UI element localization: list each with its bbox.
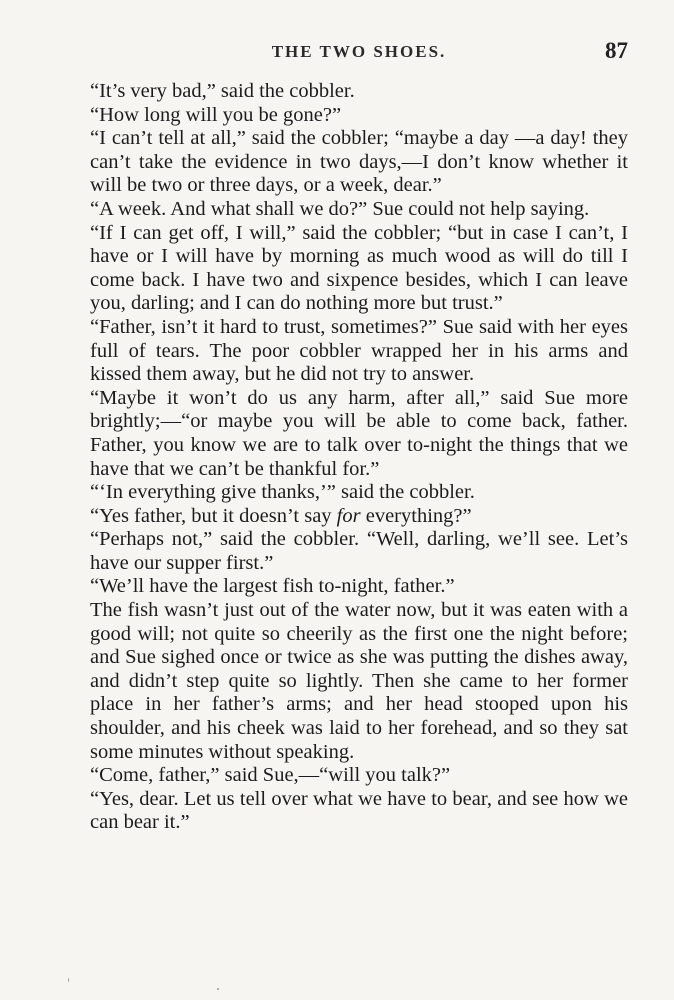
paragraph-11: “We’ll have the largest fish to-night, father.”: [90, 575, 455, 598]
paragraph-8: “‘In everything give thanks,’” said the cobbler.: [90, 481, 475, 504]
paper-speck: [68, 978, 69, 982]
paragraph-1: “It’s very bad,” said the cobbler.: [90, 80, 355, 102]
paragraph-2: “How long will you be gone?”: [90, 103, 342, 126]
page-number: 87: [605, 38, 628, 63]
paragraph-9: [90, 505, 628, 529]
paragraph-9-after: everything?”: [360, 504, 472, 527]
paragraph-9-emphasis: for: [336, 504, 361, 527]
paper-speck: [217, 988, 219, 990]
paragraph-12: The fish wasn’t just out of the water now, but it was eaten with a good will; not quite so cheerily as the first one the night before; and Sue sighed once or twice as she was putting the dishes away, and didn’t step quite so lightly. Then she came to her former place in her father’s arms; and her head stooped upon his shoulder, and his cheek was laid to her forehead, and so they sat some minutes without speaking.: [90, 599, 628, 763]
paragraph-10: “Perhaps not,” said the cobbler. “Well, darling, we’ll see. Let’s have our supper first.”: [90, 528, 628, 574]
page-header: [90, 38, 628, 68]
paragraph-7: “Maybe it won’t do us any harm, after all,” said Sue more brightly;—“or maybe you will be able to come back, father. Father, you know we are to talk over to-night the things that we have that we can’t be thankful for.”: [90, 386, 628, 480]
paragraph-3: “I can’t tell at all,” said the cobbler; “maybe a day —a day! they can’t take the evidence in two days,—I don’t know whether it will be two or three days, or a week, dear.”: [90, 127, 628, 197]
paragraph-4: “A week. And what shall we do?” Sue could not help saying.: [90, 197, 590, 220]
body-text: [90, 80, 628, 835]
paragraph-9-before: “Yes father, but it doesn’t say: [90, 504, 337, 527]
paragraph-14: “Yes, dear. Let us tell over what we have to bear, and see how we can bear it.”: [90, 787, 628, 834]
paragraph-6: “Father, isn’t it hard to trust, sometimes?” Sue said with her eyes full of tears. The poor cobbler wrapped her in his arms and kissed them away, but he did not try to answer.: [90, 315, 628, 386]
running-head: THE TWO SHOES.: [271, 42, 447, 61]
paragraph-5: “If I can get off, I will,” said the cobbler; “but in case I can’t, I have or I will have by morning as much wood as will do till I come back. I have two and sixpence besides, which I can leave you, darling; and I can do nothing more but trust.”: [90, 221, 628, 315]
paragraph-13: “Come, father,” said Sue,—“will you talk?”: [90, 764, 451, 787]
